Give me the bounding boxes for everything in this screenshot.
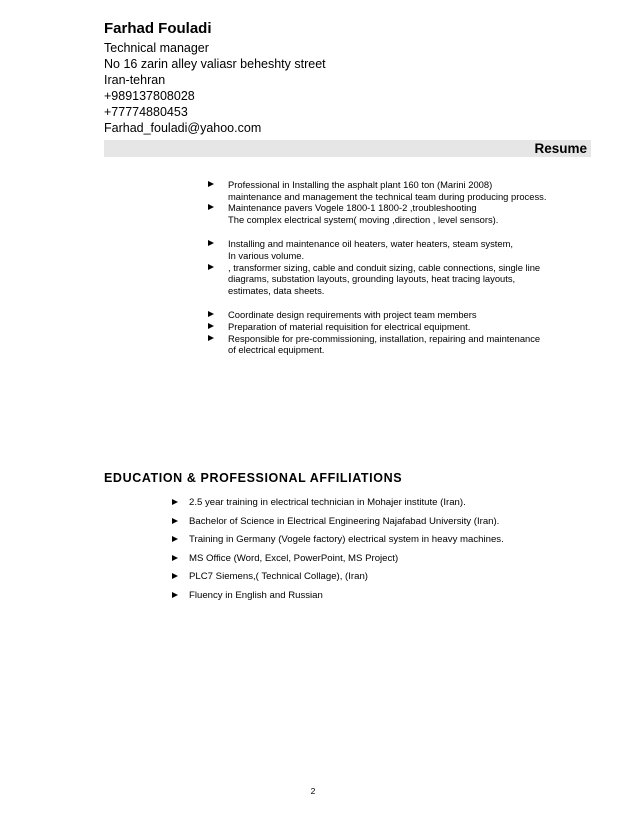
experience-item — [208, 262, 598, 297]
bullet-triangle-icon — [208, 181, 214, 187]
education-item — [172, 497, 572, 509]
street-address: No 16 zarin alley valiasr beheshty street — [104, 57, 326, 71]
bullet-triangle-icon — [208, 264, 214, 270]
education-text: Bachelor of Science in Electrical Engineering Najafabad University (Iran). — [189, 515, 500, 527]
email-address: Farhad_fouladi@yahoo.com — [104, 121, 262, 135]
education-text: PLC7 Siemens,( Technical Collage), (Iran) — [189, 571, 368, 582]
candidate-name: Farhad Fouladi — [104, 20, 212, 37]
education-heading: EDUCATION & PROFESSIONAL AFFILIATIONS — [104, 471, 403, 485]
bullet-triangle-icon — [208, 311, 214, 317]
education-list — [172, 497, 572, 608]
bullet-triangle-icon — [172, 573, 178, 579]
experience-line: maintenance and management the technical team during producing process. — [228, 190, 547, 202]
experience-item — [208, 202, 598, 225]
bullet-triangle-icon — [172, 499, 178, 505]
bullet-triangle-icon — [172, 536, 178, 542]
experience-line: Preparation of material requisition for electrical equipment. — [228, 320, 471, 332]
experience-line: Responsible for pre-commissioning, installation, repairing and maintenance — [228, 332, 541, 344]
phone-secondary: +77774880453 — [104, 105, 188, 119]
experience-line: of electrical equipment. — [228, 344, 325, 356]
experience-item — [208, 321, 598, 333]
resume-section-bar — [104, 140, 591, 157]
bullet-triangle-icon — [208, 204, 214, 210]
experience-item — [208, 238, 598, 261]
experience-line: Coordinate design requirements with project team members — [228, 309, 477, 321]
experience-list — [208, 179, 598, 356]
bullet-triangle-icon — [208, 335, 214, 341]
resume-heading: Resume — [534, 141, 587, 156]
bullet-triangle-icon — [208, 323, 214, 329]
experience-line: In various volume. — [228, 249, 305, 261]
education-item — [172, 516, 572, 528]
education-text: MS Office (Word, Excel, PowerPoint, MS Project) — [189, 552, 399, 564]
education-text: 2.5 year training in electrical technician in Mohajer institute (Iran). — [189, 497, 466, 508]
education-text: Training in Germany (Vogele factory) electrical system in heavy machines. — [189, 534, 504, 545]
page-number: 2 — [310, 786, 316, 796]
phone-primary: +989137808028 — [104, 89, 195, 103]
experience-item — [208, 309, 598, 321]
education-item — [172, 590, 572, 602]
experience-line: diagrams, substation layouts, grounding layouts, heat tracing layouts, — [228, 273, 516, 285]
experience-item — [208, 333, 598, 356]
bullet-triangle-icon — [208, 240, 214, 246]
education-item — [172, 534, 572, 546]
bullet-triangle-icon — [172, 518, 178, 524]
experience-line: Installing and maintenance oil heaters, water heaters, steam system, — [228, 238, 514, 250]
city: Iran-tehran — [104, 73, 166, 87]
education-item — [172, 553, 572, 565]
experience-line: Maintenance pavers Vogele 1800-1 1800-2 ,troubleshooting — [228, 202, 477, 214]
education-item — [172, 571, 572, 583]
experience-line: estimates, data sheets. — [228, 284, 325, 296]
experience-line: , transformer sizing, cable and conduit sizing, cable connections, single line — [228, 261, 541, 273]
job-title: Technical manager — [104, 41, 209, 55]
bullet-triangle-icon — [172, 555, 178, 561]
bullet-triangle-icon — [172, 592, 178, 598]
experience-line: Professional in Installing the asphalt plant 160 ton (Marini 2008) — [228, 179, 493, 190]
experience-line: The complex electrical system( moving ,direction , level sensors). — [228, 213, 499, 225]
experience-item — [208, 179, 598, 202]
education-text: Fluency in English and Russian — [189, 589, 323, 601]
